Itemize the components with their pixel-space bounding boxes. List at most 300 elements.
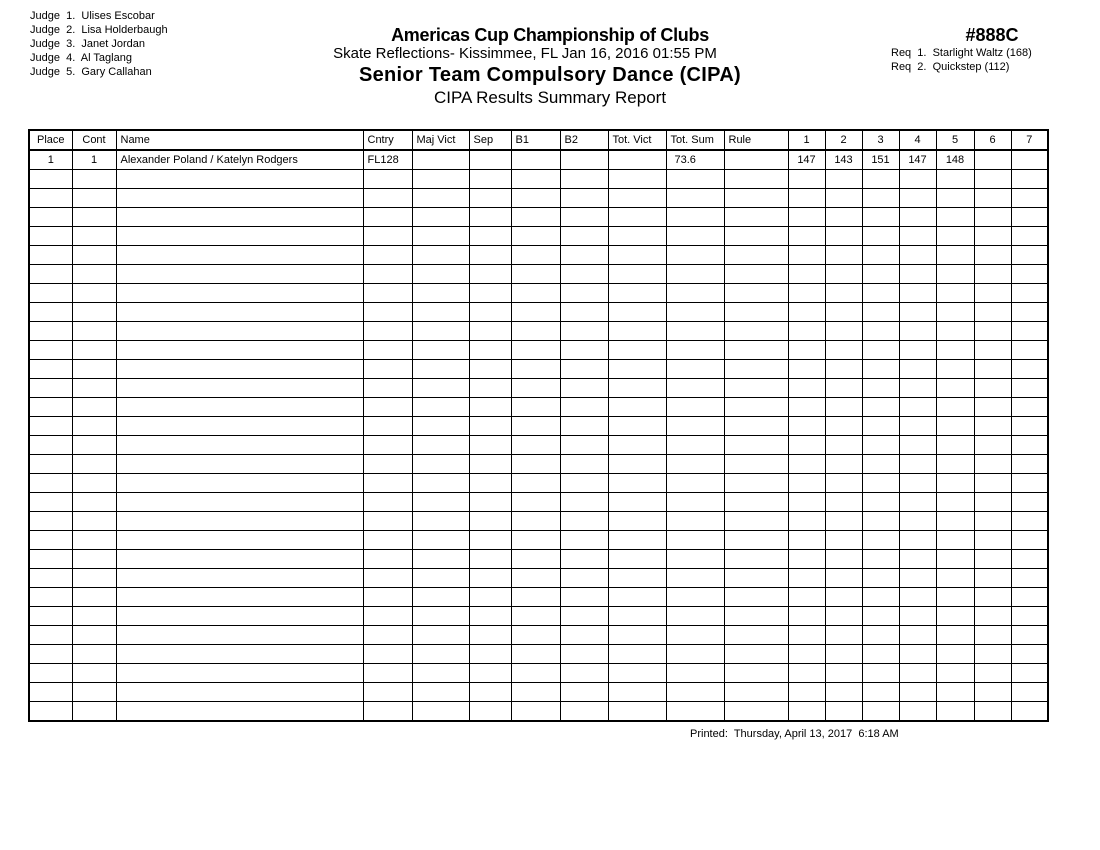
table-cell — [511, 512, 560, 531]
table-cell — [412, 227, 469, 246]
table-cell — [862, 664, 899, 683]
table-cell — [724, 607, 788, 626]
table-cell — [666, 379, 724, 398]
table-cell — [825, 322, 862, 341]
table-cell — [724, 683, 788, 702]
table-cell — [724, 664, 788, 683]
table-cell — [724, 379, 788, 398]
table-body — [29, 150, 1048, 721]
table-cell — [116, 322, 363, 341]
table-cell — [72, 341, 116, 360]
table-cell — [666, 360, 724, 379]
table-cell — [936, 417, 974, 436]
table-cell — [666, 588, 724, 607]
column-header: Tot. Sum — [666, 130, 724, 150]
table-cell — [469, 607, 511, 626]
table-cell — [974, 284, 1011, 303]
table-cell — [899, 664, 936, 683]
table-cell — [511, 417, 560, 436]
table-cell — [469, 626, 511, 645]
table-cell — [1011, 227, 1048, 246]
table-cell — [666, 246, 724, 265]
table-cell — [29, 512, 72, 531]
table-cell — [825, 645, 862, 664]
table-cell — [724, 398, 788, 417]
table-cell — [511, 626, 560, 645]
table-cell — [511, 322, 560, 341]
table-cell — [825, 417, 862, 436]
table-cell — [862, 170, 899, 189]
table-cell: FL128 — [363, 150, 412, 170]
table-cell — [862, 683, 899, 702]
table-cell — [666, 626, 724, 645]
table-cell — [862, 208, 899, 227]
judge-1: Judge 1. Ulises Escobar — [30, 10, 155, 22]
table-cell — [936, 588, 974, 607]
table-cell — [72, 322, 116, 341]
table-cell — [469, 493, 511, 512]
table-cell — [560, 227, 608, 246]
table-cell — [469, 284, 511, 303]
table-cell — [974, 398, 1011, 417]
table-cell — [724, 455, 788, 474]
table-cell — [666, 512, 724, 531]
table-cell — [862, 588, 899, 607]
table-cell — [666, 569, 724, 588]
table-cell — [116, 493, 363, 512]
table-cell — [412, 683, 469, 702]
table-cell — [72, 379, 116, 398]
table-cell — [936, 645, 974, 664]
table-cell — [936, 474, 974, 493]
table-cell — [788, 550, 825, 569]
table-cell — [936, 550, 974, 569]
table-cell — [608, 512, 666, 531]
table-cell — [560, 436, 608, 455]
table-row — [29, 265, 1048, 284]
column-header: 7 — [1011, 130, 1048, 150]
table-cell — [29, 189, 72, 208]
table-cell — [862, 569, 899, 588]
table-cell — [899, 322, 936, 341]
table-cell — [608, 189, 666, 208]
table-cell — [862, 322, 899, 341]
table-cell — [974, 702, 1011, 722]
table-cell — [29, 284, 72, 303]
table-cell — [29, 569, 72, 588]
table-cell — [862, 417, 899, 436]
table-cell — [469, 246, 511, 265]
table-cell — [511, 645, 560, 664]
table-cell: 143 — [825, 150, 862, 170]
column-header: 5 — [936, 130, 974, 150]
table-cell — [899, 208, 936, 227]
table-cell — [363, 322, 412, 341]
table-row — [29, 531, 1048, 550]
table-cell — [1011, 550, 1048, 569]
table-cell — [899, 493, 936, 512]
table-cell — [560, 626, 608, 645]
column-header: 3 — [862, 130, 899, 150]
table-cell — [412, 702, 469, 722]
table-cell — [511, 702, 560, 722]
column-header: Tot. Vict — [608, 130, 666, 150]
table-cell — [412, 588, 469, 607]
table-cell — [974, 455, 1011, 474]
judges-list — [30, 9, 168, 79]
table-cell — [1011, 588, 1048, 607]
table-cell — [29, 493, 72, 512]
table-cell — [788, 208, 825, 227]
table-cell — [974, 246, 1011, 265]
table-cell — [666, 303, 724, 322]
table-cell — [724, 569, 788, 588]
table-cell — [825, 664, 862, 683]
column-header: Name — [116, 130, 363, 150]
table-cell — [666, 284, 724, 303]
judge-3: Judge 3. Janet Jordan — [30, 38, 145, 50]
table-row — [29, 303, 1048, 322]
column-header: Cntry — [363, 130, 412, 150]
table-cell — [862, 493, 899, 512]
table-cell — [116, 512, 363, 531]
table-cell — [511, 569, 560, 588]
table-cell — [974, 379, 1011, 398]
table-cell — [936, 208, 974, 227]
table-cell — [29, 607, 72, 626]
table-cell: 1 — [29, 150, 72, 170]
table-cell — [788, 512, 825, 531]
table-cell — [511, 246, 560, 265]
table-cell — [608, 588, 666, 607]
table-cell — [363, 284, 412, 303]
table-cell — [608, 398, 666, 417]
table-cell — [363, 512, 412, 531]
table-cell — [1011, 379, 1048, 398]
table-cell — [511, 150, 560, 170]
table-cell — [1011, 341, 1048, 360]
table-cell — [29, 322, 72, 341]
table-cell — [899, 626, 936, 645]
table-cell — [469, 474, 511, 493]
table-cell — [560, 645, 608, 664]
table-cell — [788, 189, 825, 208]
table-cell — [974, 512, 1011, 531]
table-cell — [412, 379, 469, 398]
table-cell — [608, 322, 666, 341]
table-cell — [72, 474, 116, 493]
table-cell — [72, 702, 116, 722]
table-cell — [72, 170, 116, 189]
table-cell — [29, 170, 72, 189]
table-cell — [511, 531, 560, 550]
table-row — [29, 227, 1048, 246]
table-cell — [560, 512, 608, 531]
table-row — [29, 455, 1048, 474]
table-cell — [72, 683, 116, 702]
table-cell — [469, 436, 511, 455]
table-cell — [363, 569, 412, 588]
table-cell — [936, 379, 974, 398]
table-cell — [862, 246, 899, 265]
table-cell — [363, 303, 412, 322]
table-cell — [412, 398, 469, 417]
table-cell — [29, 588, 72, 607]
table-cell — [936, 569, 974, 588]
table-cell — [608, 531, 666, 550]
table-cell — [560, 569, 608, 588]
table-cell — [899, 474, 936, 493]
table-cell — [363, 550, 412, 569]
table-cell — [72, 512, 116, 531]
printed-timestamp: Printed: Thursday, April 13, 2017 6:18 AM — [690, 728, 899, 740]
table-cell — [724, 360, 788, 379]
table-cell — [72, 550, 116, 569]
table-cell — [936, 303, 974, 322]
table-cell — [974, 550, 1011, 569]
table-cell — [724, 227, 788, 246]
table-cell — [469, 588, 511, 607]
table-cell — [1011, 398, 1048, 417]
table-cell — [974, 436, 1011, 455]
table-row — [29, 512, 1048, 531]
table-cell — [560, 322, 608, 341]
table-cell — [862, 360, 899, 379]
table-cell — [363, 474, 412, 493]
table-cell — [974, 531, 1011, 550]
table-cell — [560, 398, 608, 417]
judge-5: Judge 5. Gary Callahan — [30, 66, 152, 78]
table-cell — [974, 227, 1011, 246]
table-cell — [974, 569, 1011, 588]
table-cell — [469, 417, 511, 436]
table-cell — [29, 683, 72, 702]
table-cell — [560, 150, 608, 170]
table-cell — [116, 474, 363, 493]
table-row — [29, 550, 1048, 569]
table-cell — [936, 626, 974, 645]
table-cell — [666, 664, 724, 683]
table-cell — [724, 170, 788, 189]
table-row — [29, 626, 1048, 645]
table-cell — [899, 341, 936, 360]
table-cell — [72, 303, 116, 322]
table-cell — [72, 189, 116, 208]
table-cell — [412, 322, 469, 341]
table-cell — [974, 493, 1011, 512]
table-cell — [29, 303, 72, 322]
table-cell — [788, 626, 825, 645]
column-header: Cont — [72, 130, 116, 150]
table-cell — [608, 474, 666, 493]
table-cell — [862, 512, 899, 531]
table-row — [29, 607, 1048, 626]
table-row — [29, 664, 1048, 683]
table-cell — [469, 170, 511, 189]
table-cell — [511, 664, 560, 683]
table-cell — [363, 683, 412, 702]
table-cell — [724, 588, 788, 607]
table-cell — [974, 322, 1011, 341]
table-cell — [862, 702, 899, 722]
table-cell — [560, 208, 608, 227]
table-cell — [974, 607, 1011, 626]
table-cell — [1011, 645, 1048, 664]
table-cell — [363, 455, 412, 474]
table-cell — [974, 360, 1011, 379]
table-row — [29, 208, 1048, 227]
table-cell — [511, 189, 560, 208]
table-cell — [825, 227, 862, 246]
table-cell — [511, 170, 560, 189]
table-cell — [412, 626, 469, 645]
table-cell — [666, 683, 724, 702]
table-cell — [666, 531, 724, 550]
table-cell — [899, 246, 936, 265]
table-cell — [511, 588, 560, 607]
table-cell — [560, 265, 608, 284]
table-cell — [899, 702, 936, 722]
table-cell — [29, 360, 72, 379]
event-code: #888C — [965, 25, 1019, 45]
table-cell — [936, 227, 974, 246]
table-cell — [511, 284, 560, 303]
table-cell — [363, 246, 412, 265]
table-cell — [1011, 683, 1048, 702]
table-cell — [666, 474, 724, 493]
table-cell — [72, 645, 116, 664]
table-cell — [363, 227, 412, 246]
table-cell — [72, 607, 116, 626]
table-cell — [29, 265, 72, 284]
table-cell — [825, 284, 862, 303]
results-table — [28, 129, 1049, 722]
table-cell — [825, 189, 862, 208]
table-cell — [666, 702, 724, 722]
table-cell — [116, 550, 363, 569]
table-cell — [899, 607, 936, 626]
table-cell — [936, 189, 974, 208]
table-cell — [608, 341, 666, 360]
table-cell — [469, 360, 511, 379]
table-cell — [1011, 493, 1048, 512]
table-cell — [560, 379, 608, 398]
table-row — [29, 170, 1048, 189]
table-cell — [666, 436, 724, 455]
table-cell — [560, 341, 608, 360]
table-cell — [899, 189, 936, 208]
table-row — [29, 588, 1048, 607]
table-cell — [788, 284, 825, 303]
table-cell — [936, 322, 974, 341]
table-cell — [608, 208, 666, 227]
table-cell — [608, 303, 666, 322]
table-cell — [862, 550, 899, 569]
table-cell — [936, 265, 974, 284]
table-cell — [899, 550, 936, 569]
table-cell — [899, 531, 936, 550]
table-cell — [974, 303, 1011, 322]
table-cell — [412, 474, 469, 493]
table-cell — [29, 474, 72, 493]
table-cell — [412, 569, 469, 588]
table-cell — [724, 417, 788, 436]
table-cell — [608, 170, 666, 189]
table-cell — [788, 531, 825, 550]
table-cell — [412, 512, 469, 531]
table-cell — [825, 379, 862, 398]
table-cell: 148 — [936, 150, 974, 170]
table-cell: 151 — [862, 150, 899, 170]
table-cell — [511, 208, 560, 227]
table-cell — [1011, 664, 1048, 683]
table-cell — [363, 645, 412, 664]
table-cell — [788, 702, 825, 722]
table-cell — [608, 645, 666, 664]
table-row — [29, 246, 1048, 265]
table-cell — [936, 284, 974, 303]
table-cell — [29, 379, 72, 398]
report-header — [300, 24, 800, 109]
table-cell — [936, 170, 974, 189]
table-cell — [788, 664, 825, 683]
table-cell — [724, 189, 788, 208]
table-cell — [1011, 322, 1048, 341]
table-cell — [788, 379, 825, 398]
table-cell — [788, 360, 825, 379]
table-cell — [899, 303, 936, 322]
table-cell — [469, 683, 511, 702]
table-cell — [560, 683, 608, 702]
table-cell — [1011, 569, 1048, 588]
table-cell — [862, 379, 899, 398]
table-cell — [116, 417, 363, 436]
table-cell — [412, 436, 469, 455]
table-row — [29, 474, 1048, 493]
table-cell — [1011, 150, 1048, 170]
table-cell — [666, 455, 724, 474]
table-cell — [29, 550, 72, 569]
table-cell — [363, 607, 412, 626]
table-cell — [724, 150, 788, 170]
table-cell — [899, 170, 936, 189]
table-cell — [412, 455, 469, 474]
table-cell — [560, 607, 608, 626]
table-cell — [29, 436, 72, 455]
table-cell — [788, 170, 825, 189]
table-cell — [936, 455, 974, 474]
table-cell — [788, 265, 825, 284]
table-cell — [1011, 474, 1048, 493]
table-cell — [724, 626, 788, 645]
table-cell — [788, 303, 825, 322]
table-row — [29, 150, 1048, 170]
table-cell — [666, 607, 724, 626]
table-cell — [511, 455, 560, 474]
table-row — [29, 189, 1048, 208]
table-cell — [724, 493, 788, 512]
table-cell — [608, 436, 666, 455]
table-cell — [560, 360, 608, 379]
table-cell — [511, 607, 560, 626]
table-cell — [412, 189, 469, 208]
table-cell — [469, 455, 511, 474]
table-cell — [469, 702, 511, 722]
table-cell — [788, 588, 825, 607]
column-header: B2 — [560, 130, 608, 150]
table-cell — [116, 531, 363, 550]
table-cell — [363, 398, 412, 417]
